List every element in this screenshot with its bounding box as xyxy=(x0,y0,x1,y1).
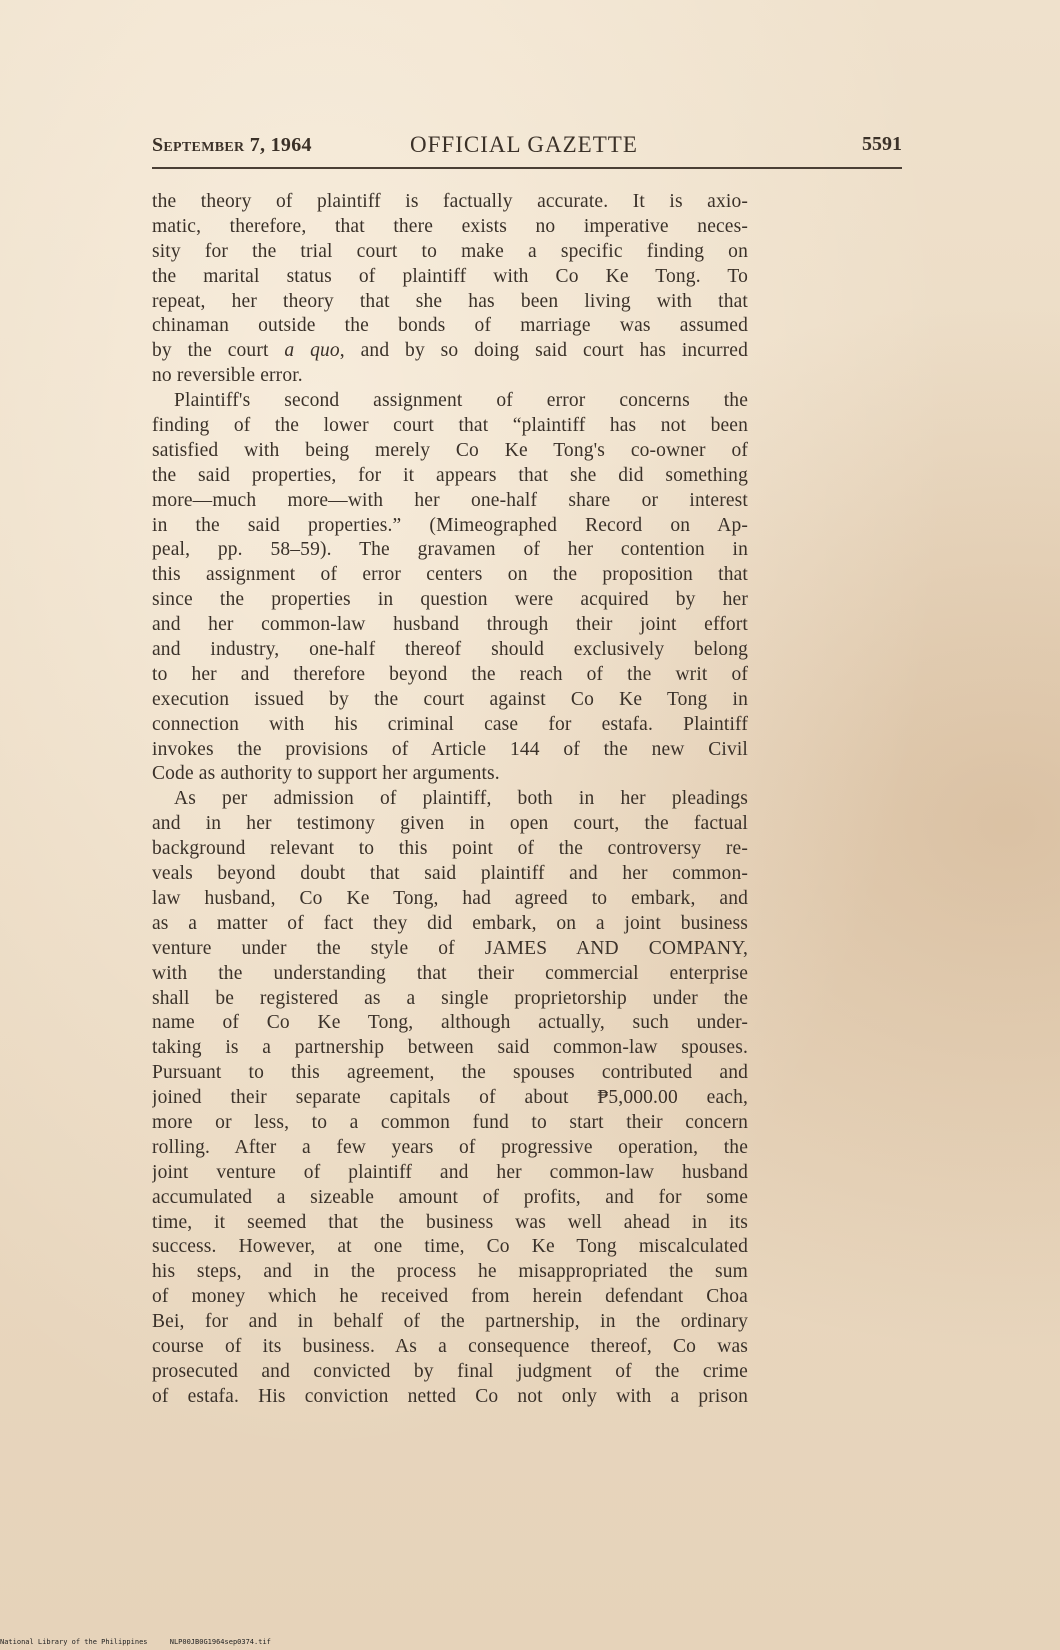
text-line: Plaintiff's second assignment of error concerns the xyxy=(174,390,748,412)
text-line: the said properties, for it appears that she did something xyxy=(152,464,748,486)
text-line: with the understanding that their commercial enterprise xyxy=(152,962,748,984)
text-line: connection with his criminal case for estafa. Plaintiff xyxy=(152,713,748,735)
text-line: this assignment of error centers on the proposition that xyxy=(152,564,748,586)
text-line: course of its business. As a consequence thereof, Co was xyxy=(152,1335,748,1357)
footer-library: National Library of the Philippines xyxy=(0,1638,148,1646)
text-line: to her and therefore beyond the reach of the writ of xyxy=(152,663,748,685)
text-line: his steps, and in the process he misappropriated the sum xyxy=(152,1261,748,1283)
text-line: venture under the style of JAMES AND COMPANY, xyxy=(152,937,748,959)
text-line: matic, therefore, that there exists no imperative neces- xyxy=(152,215,748,237)
page-header xyxy=(152,130,902,158)
text-line: peal, pp. 58–59). The gravamen of her contention in xyxy=(152,539,748,561)
text-line: law husband, Co Ke Tong, had agreed to embark, and xyxy=(152,887,748,909)
text-line: Code as authority to support her arguments. xyxy=(152,763,500,785)
text-line: Bei, for and in behalf of the partnership, in the ordinary xyxy=(152,1311,748,1333)
text-line: finding of the lower court that “plaintiff has not been xyxy=(152,415,748,437)
text-line: As per admission of plaintiff, both in her pleadings xyxy=(174,788,748,810)
text-line: of estafa. His conviction netted Co not only with a prison xyxy=(152,1385,748,1407)
text-line: since the properties in question were acquired by her xyxy=(152,589,748,611)
header-page-number: 5591 xyxy=(862,133,902,155)
text-line: more—much more—with her one-half share or interest xyxy=(152,489,748,511)
text-line: joined their separate capitals of about ₱5,000.00 each, xyxy=(152,1087,748,1109)
text-line: and her common-law husband through their joint effort xyxy=(152,614,748,636)
header-title: OFFICIAL GAZETTE xyxy=(410,132,638,157)
text-line: accumulated a sizeable amount of profits, and for some xyxy=(152,1186,748,1208)
text-line: in the said properties.” (Mimeographed Record on Ap- xyxy=(152,514,748,536)
text-line: rolling. After a few years of progressive operation, the xyxy=(152,1136,748,1158)
text-line: time, it seemed that the business was well ahead in its xyxy=(152,1211,748,1233)
text-line: and in her testimony given in open court, the factual xyxy=(152,813,748,835)
text-line: the theory of plaintiff is factually accurate. It is axio- xyxy=(152,191,748,212)
text-line: execution issued by the court against Co Ke Tong in xyxy=(152,688,748,710)
footer-file: NLP00JB0G1964sep0374.tif xyxy=(169,1638,271,1646)
text-line: invokes the provisions of Article 144 of the new Civil xyxy=(152,738,748,760)
text-line: name of Co Ke Tong, although actually, such under- xyxy=(152,1012,748,1034)
text-line: more or less, to a common fund to start their concern xyxy=(152,1111,748,1133)
text-line: and industry, one-half thereof should exclusively belong xyxy=(152,639,748,661)
text-line: of money which he received from herein defendant Choa xyxy=(152,1286,748,1308)
body-text xyxy=(152,190,748,1410)
text-line: success. However, at one time, Co Ke Tong miscalculated xyxy=(152,1236,748,1258)
text-line: satisfied with being merely Co Ke Tong's co-owner of xyxy=(152,439,748,461)
text-line: sity for the trial court to make a specific finding on xyxy=(152,240,748,262)
text-line: no reversible error. xyxy=(152,365,303,387)
header-rule xyxy=(152,167,902,169)
text-line: prosecuted and convicted by final judgment of the crime xyxy=(152,1360,748,1382)
text-line: repeat, her theory that she has been living with that xyxy=(152,290,748,312)
text-line: joint venture of plaintiff and her common-law husband xyxy=(152,1161,748,1183)
scan-footer xyxy=(0,1638,289,1646)
text-line: as a matter of fact they did embark, on a joint business xyxy=(152,912,748,934)
text-line: taking is a partnership between said common-law spouses. xyxy=(152,1037,748,1059)
text-line: background relevant to this point of the controversy re- xyxy=(152,838,748,860)
text-line: Pursuant to this agreement, the spouses contributed and xyxy=(152,1062,748,1084)
text-line: by the court a quo, and by so doing said court has incurred xyxy=(152,340,748,362)
text-line: shall be registered as a single proprietorship under the xyxy=(152,987,748,1009)
text-line: chinaman outside the bonds of marriage was assumed xyxy=(152,315,748,337)
text-line: veals beyond doubt that said plaintiff and her common- xyxy=(152,863,748,885)
header-date: September 7, 1964 xyxy=(152,134,312,156)
text-line: the marital status of plaintiff with Co Ke Tong. To xyxy=(152,265,748,287)
